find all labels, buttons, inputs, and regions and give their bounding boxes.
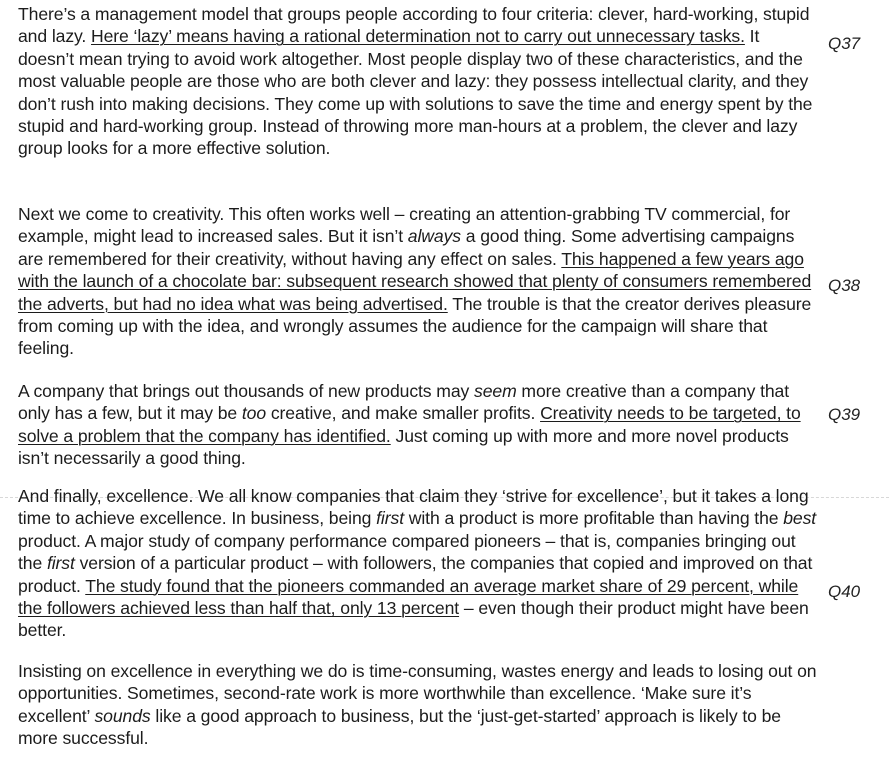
text-segment: version of a particular product – with followers, the companies that copied and improved on that product. [18, 553, 813, 596]
text-segment: a good thing. Some advertising campaigns are remembered for their creativity, without having any effect on sales. [18, 226, 795, 269]
underlined-answer-q37: Here ‘lazy’ means having a rational determination not to carry out unnecessary tasks. [91, 26, 745, 47]
paragraph-insisting-excellence [18, 660, 818, 750]
italic-emphasis: sounds [94, 705, 151, 726]
text-segment: Just coming up with more and more novel products isn’t necessarily a good thing. [18, 425, 789, 469]
text-segment: Next we come to creativity. This often works well – creating an attention-grabbing TV commercial, for example, might lead to increased sales. But it isn’t [18, 204, 791, 247]
text-segment: A company that brings out thousands of new products may [18, 381, 475, 401]
text-segment: product. A major study of company performance compared pioneers – that is, companies bringing out the [18, 530, 796, 574]
paragraph-creativity [18, 203, 818, 360]
question-label-q38: Q38 [828, 276, 861, 295]
question-label-q39: Q39 [828, 405, 861, 424]
question-label-q37: Q37 [828, 34, 861, 53]
text-segment: with a product is more profitable than having the [403, 508, 784, 529]
italic-emphasis: first [376, 508, 404, 529]
italic-emphasis: always [407, 226, 461, 247]
italic-emphasis: best [783, 508, 817, 529]
italic-emphasis: first [46, 553, 75, 574]
paragraph-new-products [18, 380, 818, 470]
paragraph-excellence [18, 485, 818, 642]
underlined-answer-q38: This happened a few years ago with the launch of a chocolate bar: subsequent research showed that plenty of consumers remembered the adverts, but had no idea what was being advertised. [18, 248, 812, 314]
italic-emphasis: seem [474, 381, 517, 401]
text-segment: – even though their product might have been better. [18, 598, 809, 641]
text-segment: more creative than a company that only has a few, but it may be [18, 381, 790, 424]
text-segment: And finally, excellence. We all know companies that claim they ‘strive for excellence’, but it takes a long time to achieve excellence. In business, being [18, 486, 809, 529]
text-segment: The trouble is that the creator derives pleasure from coming up with the idea, and wrongly assumes the audience for the campaign will share that feeling. [18, 293, 812, 359]
text-segment: Insisting on excellence in everything we do is time-consuming, wastes energy and leads to losing out on opportunities. Sometimes, second-rate work is more worthwhile than excellence. ‘Make sure it’s excellent’ [18, 661, 817, 726]
text-segment: It doesn’t mean trying to avoid work altogether. Most people display two of these characteristics, and the most valuable people are those who are both clever and lazy: they possess intellectual clarity, and they don’t rush into making decisions. They come up with solutions to save the time and energy spent by the stupid and hard-working group. Instead of throwing more man-hours at a problem, the clever and lazy group looks for a more effective solution. [18, 26, 813, 159]
text-segment: creative, and make smaller profits. [266, 403, 541, 424]
italic-emphasis: too [241, 403, 267, 424]
text-segment: like a good approach to business, but the ‘just-get-started’ approach is likely to be more successful. [18, 705, 781, 749]
underlined-answer-q40: The study found that the pioneers commanded an average market share of 29 percent, while the followers achieved less than half that, only 13 percent [18, 575, 799, 619]
paragraph-management-model [18, 3, 818, 160]
underlined-answer-q39: Creativity needs to be targeted, to solve a problem that the company has identified. [18, 403, 801, 446]
question-label-q40: Q40 [828, 582, 861, 601]
text-segment: There’s a management model that groups people according to four criteria: clever, hard-working, stupid and lazy. [18, 4, 810, 47]
